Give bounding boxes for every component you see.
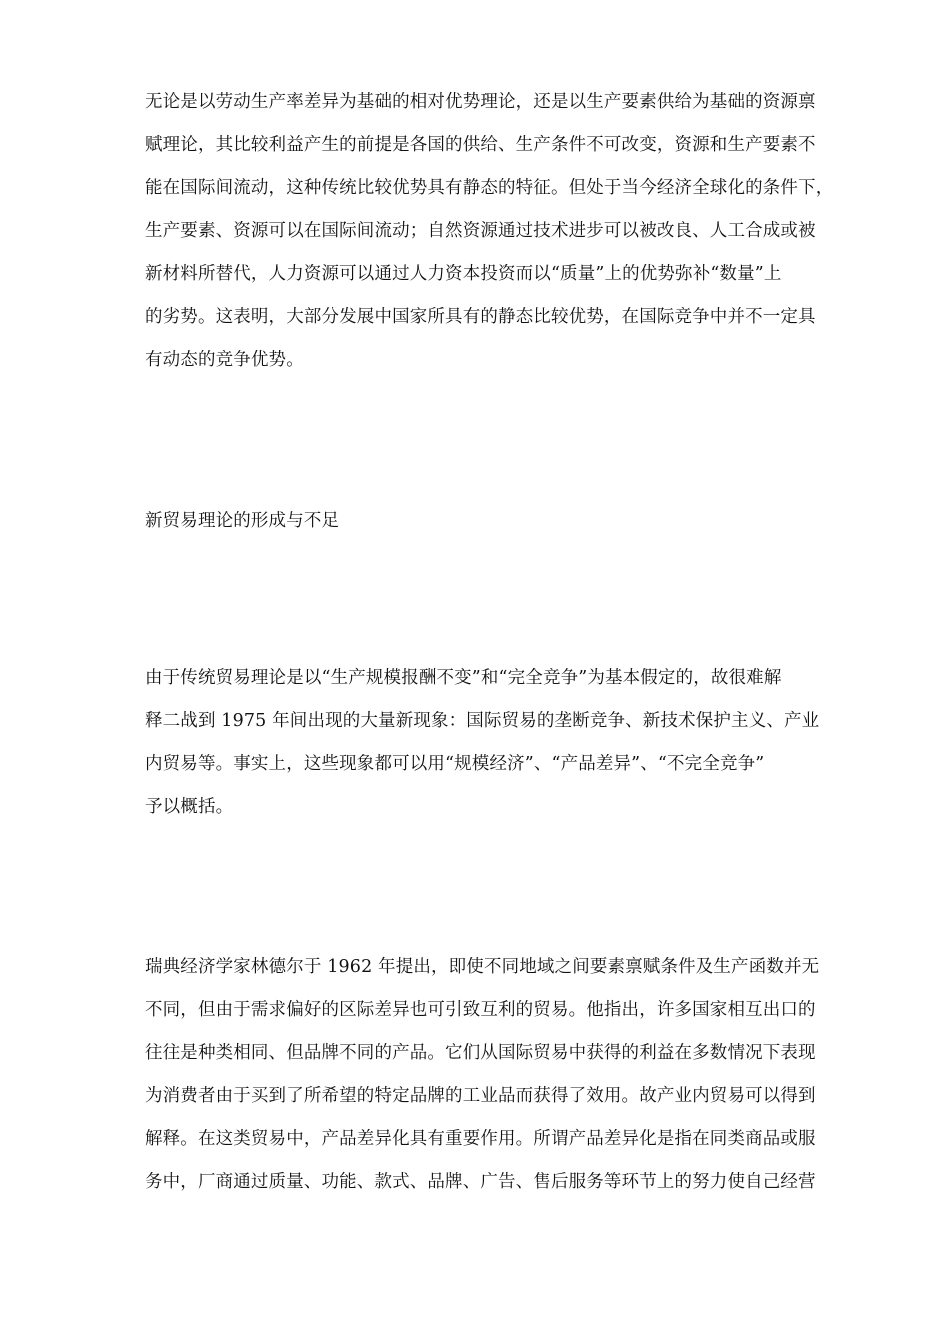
paragraph-line: 解释。在这类贸易中，产品差异化具有重要作用。所谓产品差异化是指在同类商品或服 <box>145 1129 816 1149</box>
paragraph-line: 生产要素、资源可以在国际间流动；自然资源通过技术进步可以被改良、人工合成或被 <box>145 221 816 241</box>
paragraph-line: 的劣势。这表明，大部分发展中国家所具有的静态比较优势，在国际竞争中并不一定具 <box>145 307 816 327</box>
paragraph-line: 往往是种类相同、但品牌不同的产品。它们从国际贸易中获得的利益在多数情况下表现 <box>145 1043 816 1063</box>
paragraph-line: 为消费者由于买到了所希望的特定品牌的工业品而获得了效用。故产业内贸易可以得到 <box>145 1086 816 1106</box>
paragraph-line: 予以概括。 <box>145 797 234 817</box>
paragraph-line: 不同，但由于需求偏好的区际差异也可引致互利的贸易。他指出，许多国家相互出口的 <box>145 1000 816 1020</box>
paragraph-line: 能在国际间流动，这种传统比较优势具有静态的特征。但处于当今经济全球化的条件下， <box>145 178 834 198</box>
paragraph-line: 新材料所替代，人力资源可以通过人力资本投资而以“质量”上的优势弥补“数量”上 <box>145 264 782 284</box>
paragraph-line: 瑞典经济学家林德尔于 1962 年提出，即使不同地域之间要素禀赋条件及生产函数并无 <box>145 957 820 977</box>
paragraph-line: 释二战到 1975 年间出现的大量新现象：国际贸易的垄断竞争、新技术保护主义、产业 <box>145 711 820 731</box>
paragraph-line: 务中，厂商通过质量、功能、款式、品牌、广告、售后服务等环节上的努力使自己经营 <box>145 1172 816 1192</box>
section-heading: 新贸易理论的形成与不足 <box>145 511 340 531</box>
paragraph-line: 赋理论，其比较利益产生的前提是各国的供给、生产条件不可改变，资源和生产要素不 <box>145 135 816 155</box>
paragraph-line: 由于传统贸易理论是以“生产规模报酬不变”和“完全竞争”为基本假定的，故很难解 <box>145 668 782 688</box>
paragraph-line: 内贸易等。事实上，这些现象都可以用“规模经济”、“产品差异”、“不完全竞争” <box>145 754 765 774</box>
paragraph-line: 无论是以劳动生产率差异为基础的相对优势理论，还是以生产要素供给为基础的资源禀 <box>145 92 816 112</box>
paragraph-line: 有动态的竞争优势。 <box>145 350 304 370</box>
